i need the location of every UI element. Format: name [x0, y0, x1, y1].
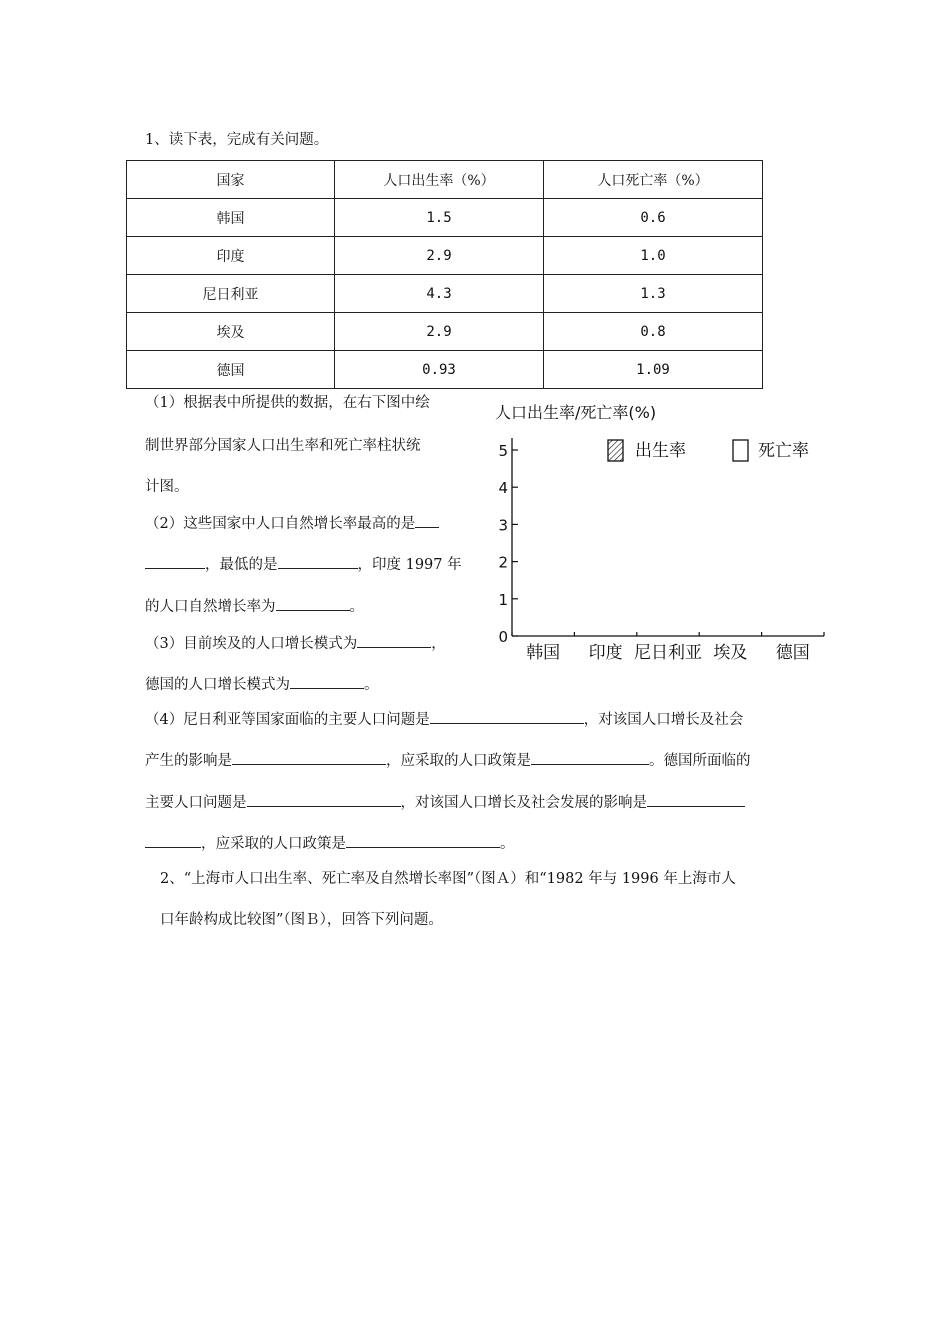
part1-line-2: 制世界部分国家人口出生率和死亡率柱状统: [145, 438, 421, 454]
x-tick-label: 德国: [775, 643, 810, 663]
part3-text-d: 。: [364, 677, 379, 693]
answer-blank-india-growth[interactable]: [276, 596, 350, 611]
part2-text-a: （2）这些国家中人口自然增长率最高的是: [145, 516, 416, 532]
y-tick-label: 2: [498, 553, 508, 572]
population-rate-table: [126, 160, 763, 389]
table-row: [127, 199, 763, 237]
answer-blank-egypt-model[interactable]: [357, 633, 431, 648]
answer-blank-germany-impact[interactable]: [647, 792, 745, 807]
part4-text-e: 。德国所面临的: [649, 753, 751, 769]
chart-legend: [608, 440, 809, 461]
table-cell-birth-rate: 1.5: [335, 199, 544, 237]
answer-blank-lowest-growth[interactable]: [278, 554, 358, 569]
part4-text-b: ，对该国人口增长及社会: [583, 712, 744, 728]
part2-text-c: ，印度 1997 年: [357, 557, 462, 573]
y-tick-label: 1: [498, 590, 508, 609]
table-cell-death-rate: 1.09: [544, 351, 763, 389]
part2-line-2: [145, 554, 462, 575]
answer-blank-nigeria-impact[interactable]: [232, 750, 386, 765]
part3-text-a: （3）目前埃及的人口增长模式为: [145, 636, 358, 652]
answer-blank-nigeria-policy[interactable]: [531, 750, 649, 765]
part2-text-d: 的人口自然增长率为: [145, 599, 276, 615]
answer-blank-highest-growth[interactable]: [415, 513, 439, 528]
x-tick-label: 印度: [588, 643, 623, 663]
answer-blank-germany-problem[interactable]: [247, 792, 401, 807]
question-2-line-1: 2、“上海市人口出生率、死亡率及自然增长率图”（图Ａ）和“1982 年与 1996 年上海市人: [160, 871, 736, 887]
x-tick-label: 埃及: [713, 643, 748, 663]
birth-death-rate-chart: [490, 398, 830, 668]
part2-text-b: ，最低的是: [205, 557, 278, 573]
part4-text-f: 主要人口问题是: [145, 795, 247, 811]
table-cell-birth-rate: 4.3: [335, 275, 544, 313]
answer-blank-nigeria-problem[interactable]: [430, 709, 584, 724]
part2-line-3: [145, 596, 364, 617]
table-row: [127, 313, 763, 351]
legend-swatch-birth-rate: [608, 440, 623, 461]
answer-blank-highest-growth-cont[interactable]: [145, 554, 205, 569]
table-cell-country: 印度: [127, 237, 335, 275]
legend-label-birth-rate: 出生率: [635, 441, 686, 461]
answer-blank-germany-policy[interactable]: [346, 833, 500, 848]
part4-line-2: [145, 750, 751, 771]
table-cell-country: 韩国: [127, 199, 335, 237]
table-cell-birth-rate: 0.93: [335, 351, 544, 389]
part4-text-i: 。: [500, 836, 515, 852]
part2-text-e: 。: [349, 599, 364, 615]
table-header-row: [127, 161, 763, 199]
table-cell-death-rate: 1.0: [544, 237, 763, 275]
part4-line-1: [145, 709, 743, 730]
x-tick-label: 韩国: [526, 643, 561, 663]
part4-text-d: ，应采取的人口政策是: [386, 753, 531, 769]
part4-text-c: 产生的影响是: [145, 753, 232, 769]
table-cell-country: 尼日利亚: [127, 275, 335, 313]
chart-title: 人口出生率/死亡率(%): [495, 403, 657, 422]
table-cell-death-rate: 0.6: [544, 199, 763, 237]
part3-text-b: ，: [431, 636, 446, 652]
answer-blank-germany-impact-cont[interactable]: [145, 833, 201, 848]
table-header-country: 国家: [127, 161, 335, 199]
question-2-line-2: 口年龄构成比较图”（图Ｂ），回答下列问题。: [160, 912, 443, 928]
y-tick-label: 0: [498, 628, 508, 646]
table-cell-birth-rate: 2.9: [335, 237, 544, 275]
legend-label-death-rate: 死亡率: [758, 441, 809, 461]
part4-line-3: [145, 792, 745, 813]
table-cell-birth-rate: 2.9: [335, 313, 544, 351]
answer-blank-germany-model[interactable]: [290, 674, 364, 689]
y-tick-label: 4: [498, 479, 508, 498]
part3-line-1: [145, 633, 446, 654]
part3-text-c: 德国的人口增长模式为: [145, 677, 290, 693]
table-row: [127, 351, 763, 389]
y-tick-label: 5: [498, 442, 508, 460]
question-1-title: 1、读下表，完成有关问题。: [145, 132, 329, 148]
part1-line-1: （1）根据表中所提供的数据，在右下图中绘: [145, 395, 430, 411]
part1-line-3: 计图。: [145, 479, 189, 495]
table-cell-country: 埃及: [127, 313, 335, 351]
table-row: [127, 275, 763, 313]
part3-line-2: [145, 674, 379, 695]
table-cell-death-rate: 0.8: [544, 313, 763, 351]
table-cell-death-rate: 1.3: [544, 275, 763, 313]
x-tick-label: 尼日利亚: [634, 643, 702, 663]
x-ticks: [512, 632, 824, 663]
part4-text-g: ，对该国人口增长及社会发展的影响是: [400, 795, 647, 811]
part4-text-h: ，应采取的人口政策是: [201, 836, 346, 852]
part4-text-a: （4）尼日利亚等国家面临的主要人口问题是: [145, 712, 430, 728]
table-row: [127, 237, 763, 275]
y-tick-label: 3: [498, 516, 508, 535]
legend-swatch-death-rate: [733, 440, 748, 461]
table-header-death-rate: 人口死亡率（%）: [544, 161, 763, 199]
table-cell-country: 德国: [127, 351, 335, 389]
y-ticks: [498, 442, 518, 646]
table-header-birth-rate: 人口出生率（%）: [335, 161, 544, 199]
part2-line-1: [145, 513, 439, 534]
part4-line-4: [145, 833, 515, 854]
